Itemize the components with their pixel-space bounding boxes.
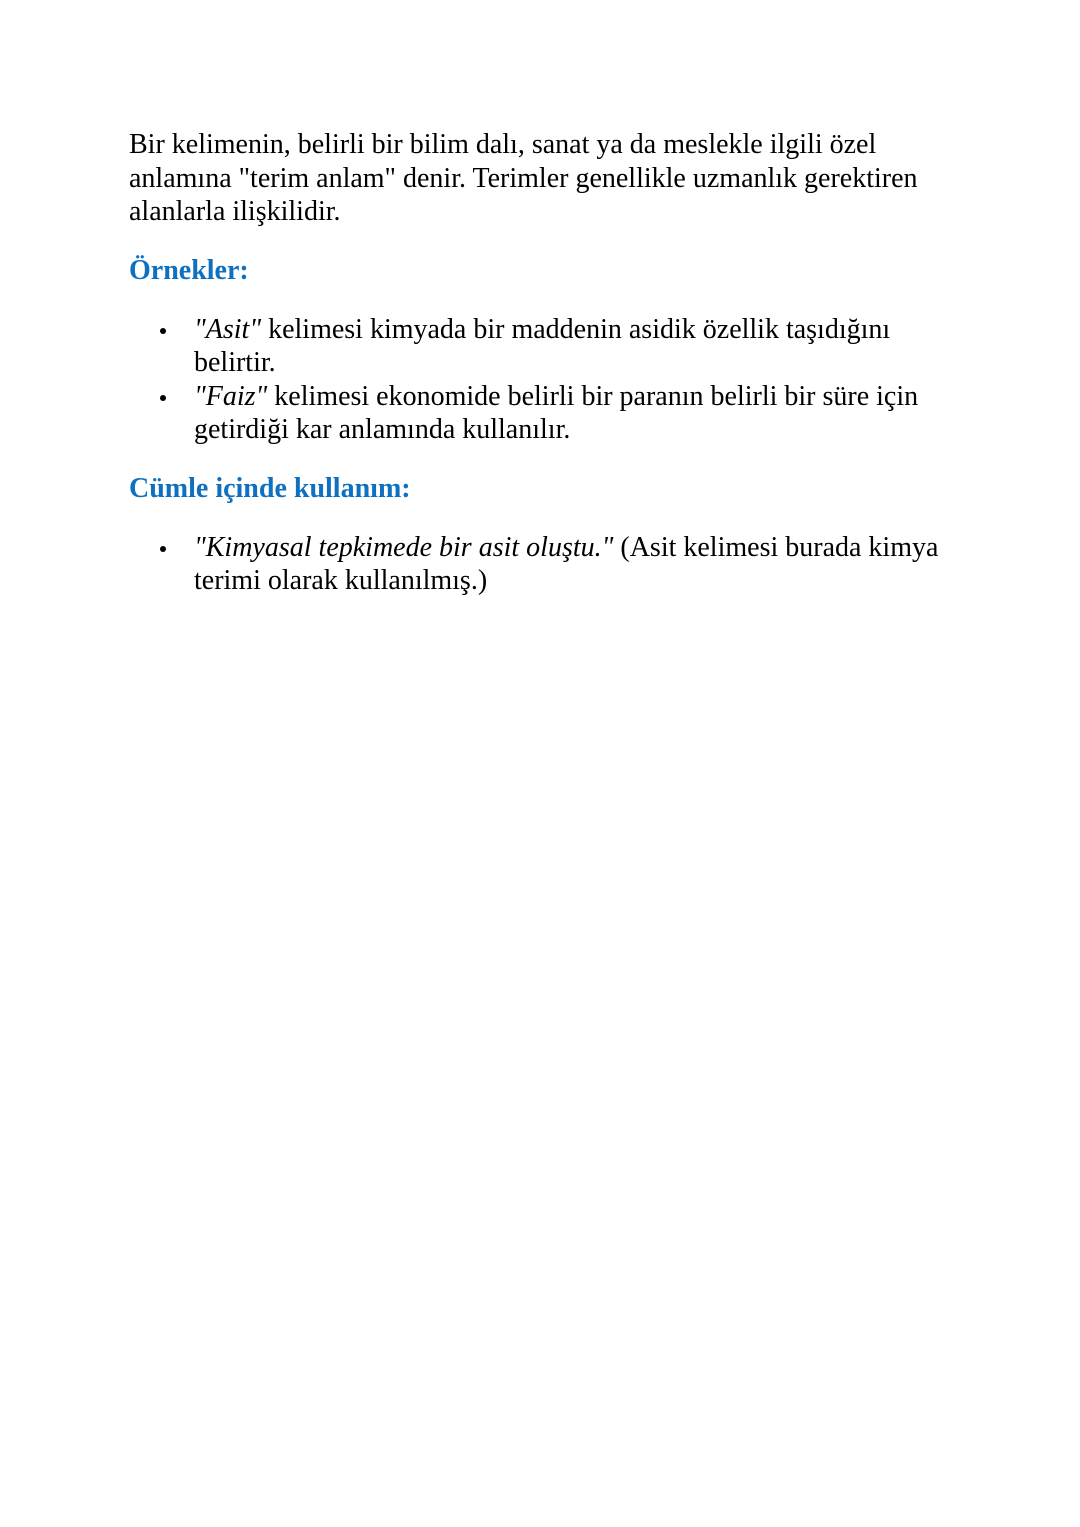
- bullet-icon: [160, 395, 166, 401]
- usage-explanation: (Asit kelimesi burada kimya terimi olarak kullanılmış.): [194, 531, 939, 596]
- bullet-icon: [160, 328, 166, 334]
- examples-heading: Örnekler:: [129, 254, 249, 286]
- example-term: "Asit": [194, 313, 262, 345]
- example-term: "Faiz": [194, 380, 268, 412]
- intro-paragraph: Bir kelimenin, belirli bir bilim dalı, sanat ya da meslekle ilgili özel anlamına "terim anlam" denir. Terimler genellikle uzmanlık gerektiren alanlarla ilişkilidir.: [129, 129, 918, 227]
- list-item: [129, 313, 959, 380]
- document-content: [129, 128, 959, 598]
- usage-list: [129, 531, 959, 598]
- usage-sentence: "Kimyasal tepkimede bir asit oluştu.": [194, 531, 614, 563]
- bullet-icon: [160, 546, 166, 552]
- example-text: kelimesi ekonomide belirli bir paranın belirli bir süre için getirdiği kar anlamında kullanılır.: [194, 380, 919, 445]
- usage-heading: Cümle içinde kullanım:: [129, 472, 411, 504]
- list-item: [129, 531, 959, 598]
- example-text: kelimesi kimyada bir maddenin asidik özellik taşıdığını belirtir.: [194, 313, 891, 378]
- examples-list: [129, 313, 959, 447]
- list-item: [129, 380, 959, 447]
